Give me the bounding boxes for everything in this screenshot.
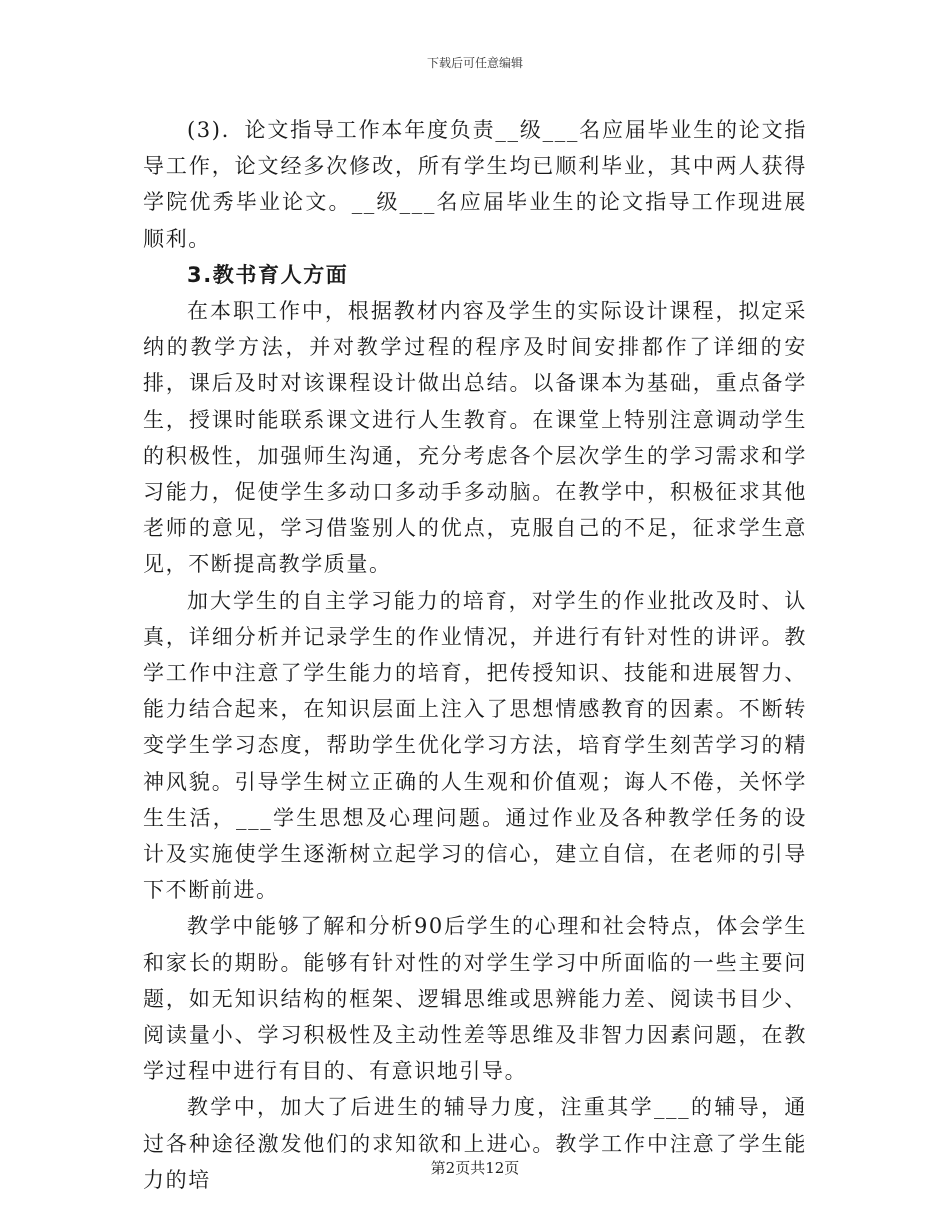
page-header-note: 下载后可任意编辑: [426, 56, 523, 70]
paragraph-4: 教学中，加大了后进生的辅导力度，注重其学___的辅导，通过各种途径激发他们的求知欲和上进心。教学工作中注意了学生能力的培: [143, 1095, 807, 1192]
paragraph-2: 加大学生的自主学习能力的培育，对学生的作业批改及时、认真，详细分析并记录学生的作业情况，并进行有针对性的讲评。教学工作中注意了学生能力的培育，把传授知识、技能和进展智力、能力结合起来，在知识层面上注入了思想情感教育的因素。不断转变学生学习态度，帮助学生优化学习方法，培育学生刻苦学习的精神风貌。引导学生树立正确的人生观和价值观；诲人不倦，关怀学生生活，___学生思想及心理问题。通过作业及各种教学任务的设计及实施使学生逐渐树立起学习的信心，建立自信，在老师的引导下不断前进。: [143, 588, 807, 903]
paragraph-item-3: (3)．论文指导工作本年度负责__级___名应届毕业生的论文指导工作，论文经多次修改，所有学生均已顺利毕业，其中两人获得学院优秀毕业论文。__级___名应届毕业生的论文指导工作现进展顺利。: [143, 118, 807, 251]
paragraph-1: 在本职工作中，根据教材内容及学生的实际设计课程，拟定采纳的教学方法，并对教学过程的程序及时间安排都作了详细的安排，课后及时对该课程设计做出总结。以备课本为基础，重点备学生，授课时能联系课文进行人生教育。在课堂上特别注意调动学生的积极性，加强师生沟通，充分考虑各个层次学生的学习需求和学习能力，促使学生多动口多动手多动脑。在教学中，积极征求其他老师的意见，学习借鉴别人的优点，克服自己的不足，征求学生意见，不断提高教学质量。: [143, 299, 807, 577]
document-body: [143, 112, 807, 1198]
paragraph-3: 教学中能够了解和分析90后学生的心理和社会特点，体会学生和家长的期盼。能够有针对性的对学生学习中所面临的一些主要问题，如无知识结构的框架、逻辑思维或思辨能力差、阅读书目少、阅读量小、学习积极性及主动性差等思维及非智力因素问题，在教学过程中进行有目的、有意识地引导。: [143, 914, 807, 1084]
page-footer-number: 第2页共12页: [430, 1159, 520, 1177]
section-heading: 3.教书育人方面: [187, 262, 349, 287]
